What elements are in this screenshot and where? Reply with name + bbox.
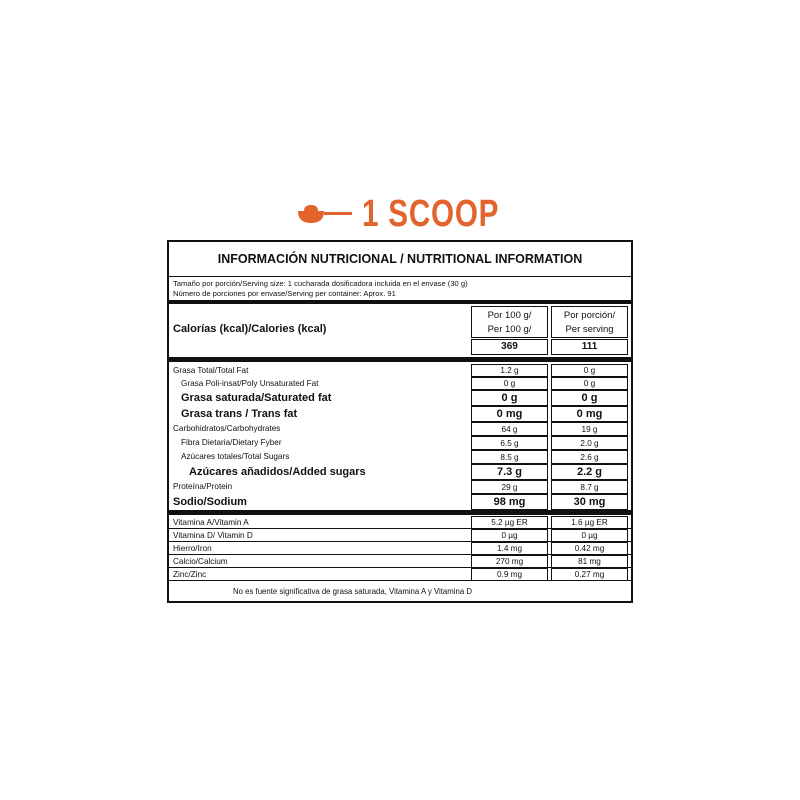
nutrient-per100: 1.2 g: [471, 364, 548, 377]
vitamin-row: [169, 568, 631, 581]
nutrient-per100: 8.5 g: [471, 450, 548, 464]
nutrient-serving: 0 g: [551, 377, 628, 390]
vitamin-label: Hierro/Iron: [173, 544, 212, 553]
nutrient-row: [169, 494, 631, 510]
nutrient-label: Fibra Dietaria/Dietary Fyber: [181, 438, 282, 447]
serving-size: Tamaño por porción/Serving size: 1 cucharada dosificadora incluida en el envase (30 g): [173, 279, 468, 288]
vitamin-label: Zinc/Zinc: [173, 570, 207, 579]
servings-per-container: Número de porciones por envase/Serving per container: Aprox. 91: [173, 289, 396, 298]
nutrient-row: [169, 480, 631, 494]
col2-header-line2: Per serving: [565, 324, 614, 335]
vitamin-row: [169, 529, 631, 542]
vitamin-label: Calcio/Calcium: [173, 557, 228, 566]
thick-divider: [169, 300, 631, 304]
nutrient-per100: 29 g: [471, 480, 548, 494]
vitamin-row: [169, 542, 631, 555]
calories-label: Calorías (kcal)/Calories (kcal): [173, 323, 327, 335]
vitamin-serving: 0.42 mg: [551, 542, 628, 555]
vitamin-per100: 270 mg: [471, 555, 548, 568]
nutrient-row: [169, 422, 631, 436]
col1-header-line2: Per 100 g/: [487, 324, 532, 335]
vitamin-per100: 0 µg: [471, 529, 548, 542]
divider: [169, 276, 631, 277]
vitamin-row: [169, 555, 631, 568]
nutrient-per100: 0 mg: [471, 406, 548, 422]
col1-header-line1: Por 100 g/: [487, 310, 532, 321]
nutrient-per100: 7.3 g: [471, 464, 548, 480]
nutrient-label: Carbohidratos/Carbohydrates: [173, 424, 281, 433]
nutrient-row: [169, 406, 631, 422]
nutrient-serving: 0 g: [551, 364, 628, 377]
row-divider: [169, 580, 631, 581]
thick-divider: [169, 510, 631, 515]
nutrient-row: [169, 450, 631, 464]
nutrient-label: Azúcares totales/Total Sugars: [181, 452, 290, 461]
vitamin-per100: 5.2 µg ER: [471, 516, 548, 529]
nutrient-per100: 6.5 g: [471, 436, 548, 450]
vitamin-label: Vitamina A/Vitamin A: [173, 518, 249, 527]
nutrient-serving: 2.2 g: [551, 464, 628, 480]
scoop-icon: [296, 201, 354, 227]
nutrient-label: Grasa saturada/Saturated fat: [181, 392, 332, 404]
nutrient-label: Proteína/Protein: [173, 482, 233, 491]
vitamin-serving: 0.27 mg: [551, 568, 628, 581]
vitamin-serving: 1.6 µg ER: [551, 516, 628, 529]
panel-title: INFORMACIÓN NUTRICIONAL / NUTRITIONAL INFORMATION: [217, 252, 583, 266]
nutrient-serving: 0 g: [551, 390, 628, 406]
scoop-label: 1 SCOOP: [362, 193, 500, 235]
nutrient-row: [169, 436, 631, 450]
vitamin-per100: 0.9 mg: [471, 568, 548, 581]
vitamin-serving: 81 mg: [551, 555, 628, 568]
thick-divider: [169, 357, 631, 362]
nutrient-label: Grasa Poli-insat/Poly Unsaturated Fat: [181, 379, 319, 388]
nutrient-label: Azúcares añadidos/Added sugars: [189, 466, 366, 478]
vitamin-label: Vitamina D/ Vitamin D: [173, 531, 253, 540]
nutrient-label: Grasa trans / Trans fat: [181, 408, 298, 420]
nutrient-per100: 0 g: [471, 390, 548, 406]
vitamin-per100: 1.4 mg: [471, 542, 548, 555]
nutrient-label: Grasa Total/Total Fat: [173, 366, 249, 375]
nutrient-serving: 30 mg: [551, 494, 628, 510]
scoop-header: [296, 194, 538, 234]
nutrient-serving: 2.6 g: [551, 450, 628, 464]
nutrient-serving: 2.0 g: [551, 436, 628, 450]
nutrient-per100: 98 mg: [471, 494, 548, 510]
col2-header-line1: Por porción/: [563, 310, 616, 321]
nutrient-row: [169, 464, 631, 480]
nutrient-row: [169, 390, 631, 406]
vitamin-row: [169, 516, 631, 529]
nutrient-per100: 0 g: [471, 377, 548, 390]
calories-serving: 111: [581, 341, 598, 352]
footnote: No es fuente significativa de grasa saturada, Vitamina A y Vitamina D: [233, 587, 472, 596]
nutrient-row: [169, 377, 631, 390]
nutrient-row: [169, 364, 631, 377]
nutrient-serving: 19 g: [551, 422, 628, 436]
nutrient-per100: 64 g: [471, 422, 548, 436]
nutrient-serving: 8.7 g: [551, 480, 628, 494]
nutrition-panel: [167, 240, 633, 603]
nutrient-serving: 0 mg: [551, 406, 628, 422]
vitamin-serving: 0 µg: [551, 529, 628, 542]
nutrient-label: Sodio/Sodium: [173, 496, 247, 508]
calories-per100: 369: [501, 341, 518, 352]
